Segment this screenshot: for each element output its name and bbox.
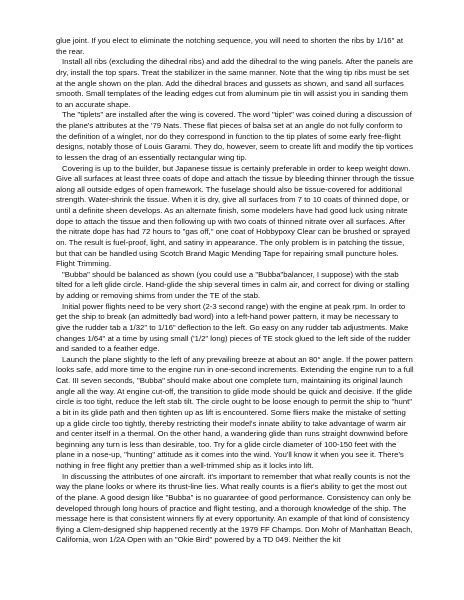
paragraph-attributes: In discussing the attributes of one aircraft. it's important to remember that what really counts is not the way the plane looks or where its thrust-line lies. What really counts is a flier's ability to get the most out of the plane. A good design like "Bubba" is no guarantee of good performance. Consistency can only be developed through long hours of practice and flight testing, and a thorough knowledge of the ship. The message here is that consistent winners fly at every opportunity. An example of that kind of consistency flying a Clem-designed ship happened recently at the 1979 FF Champs. Don Mohr of Manhattan Beach, California, won 1/2A Open with an "Okie Bird" powered by a TD 049. Neither the kit (56, 471, 413, 545)
paragraph-tiplets: The "tiplets" are installed after the wing is covered. The word "tiplet" was coined during a discussion of the plane's attributes at the '79 Nats. These flat pieces of balsa set at an angle do not fully conform to the definition of a winglet, nor do they correspond in function to the tip plates of some early free-flight designs, notably those of Louis Garami. They do, however, seem to create lift and modify the tip vortices to lessen the drag of an essentially rectangular wing tip. (56, 110, 413, 162)
paragraph-balance: "Bubba" should be balanced as shown (you could use a "Bubba"balancer, I suppose) with the stab tilted for a left glide circle. Hand-glide the ship several times in calm air, and correct for diving or stalling by adding or removing shims from under the TE of the stab. (56, 269, 410, 300)
paragraph-install-ribs: Install all ribs (excluding the dihedral ribs) and add the dihedral to the wing panels. After the panels are dry, install the top spars. Treat the stabilizer in the same manner. Note that the wing tip ribs must be set at the angle shown on the plan. Add the dihedral braces and gussets as shown, and sand all surfaces smooth. Small templates of the leading edges cut from aluminum pie tin will assist you in sanding them to an accurate shape. (56, 57, 414, 109)
paragraph-launch: Launch the plane slightly to the left of any prevailing breeze at about an 80° angle. If the power pattern looks safe, add more time to the engine run in one-second increments. Extending the engine run to a full Cat. III seven seconds, "Bubba" should make about one complete turn, maintaining its original launch angle all the way. At engine cut-off, the transition to glide mode should be quick and decisive. If the glide circle is too tight, reduce the left stab tilt. The circle ought to be loose enough to permit the ship to "hunt" a bit in its glide path and then tighten up as lift is encountered. Some fliers make the mistake of setting up a glide circle too tightly, thereby restricting their model's innate ability to take advantage of warm air and center itself in a thermal. On the other hand, a wandering glide than runs straight downwind before beginning any turn is less than desirable, too. Try for a glide circle diameter of 100-150 feet with the plane in a nose-up, "hunting" attitude as it comes into the wind. You'll know it when you see it. There's nothing in free flight any prettier than a well-trimmed ship as it locks into lift. (56, 354, 414, 470)
paragraph-glue-joint: glue joint. If you elect to eliminate the notching sequence, you will need to shorten the ribs by 1/16" at the rear. (56, 36, 403, 56)
document-page (56, 36, 414, 546)
paragraph-power-flights: Initial power flights need to be very short (2-3 second range) with the engine at peak rpm. In order to get the ship to break (an admittedly bad word) into a left-hand power pattern, it may be necessary to give the rudder tab a 1/32" to 1/16" deflection to the left. Go easy on any rudder tab adjustments. Make changes 1/64" at a time by using small ('1/2" long) pieces of TE stock glued to the left side of the rudder and sanded to a feather edge. (56, 301, 411, 354)
paragraph-covering: Covering is up to the builder, but Japanese tissue is certainly preferable in order to keep weight down. Give all surfaces at least three coats of dope and attach the tissue by bleeding thinner through the tissue along all outside edges of open framework. The fuselage should also be tissue-covered for additional strength. Water-shrink the tissue. When it is dry, give all surfaces from 7 to 10 coats of thinned dope, or until a definite sheen develops. As an alternate finish, some modelers have had good luck using nitrate dope to attach the tissue and then following up with two coats of thinned nitrate over all surfaces. After the nitrate dope has had 72 hours to "gas off," one coat of Hobbypoxy Clear can be brushed or sprayed on. The result is fuel-proof, light, and satiny in appearance. The only problem is in patching the tissue, but that can be handled using Scotch Brand Magic Mending Tape for repairing small puncture holes. Flight Trimming. (56, 163, 415, 269)
